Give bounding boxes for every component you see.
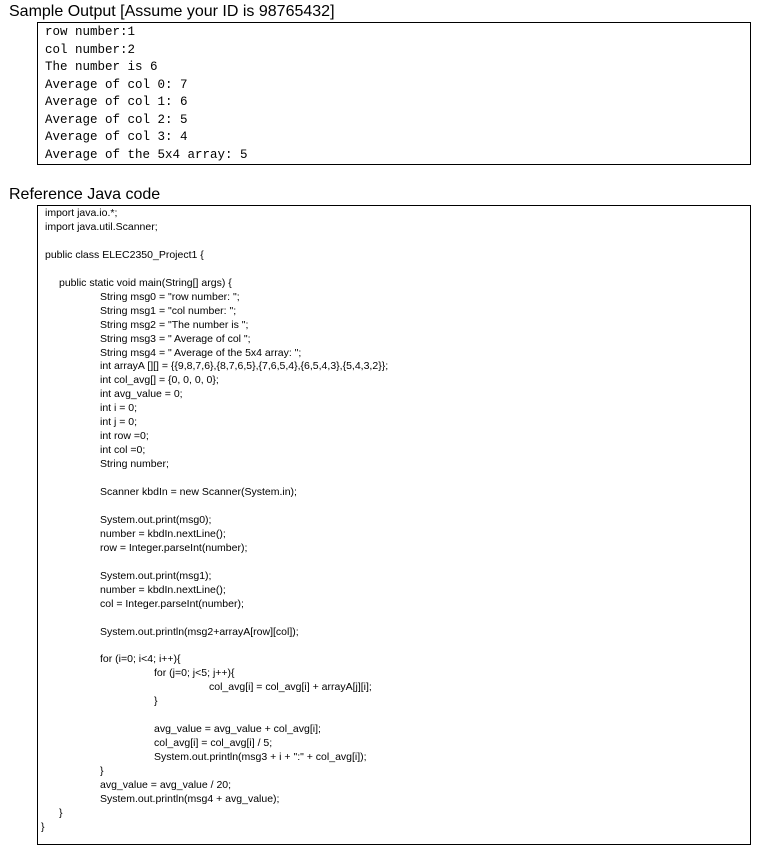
- code-line: }: [41, 820, 45, 833]
- code-line: }: [100, 765, 104, 777]
- code-line: System.out.println(msg2+arrayA[row][col]);: [100, 625, 299, 638]
- code-line: avg_value = avg_value + col_avg[i];: [154, 723, 321, 736]
- code-line: col_avg[i] = col_avg[i] + arrayA[j][i];: [209, 681, 372, 694]
- code-line: for (i=0; i<4; i++){: [100, 653, 181, 666]
- output-line: Average of col 1: 6: [45, 95, 188, 109]
- code-line: String msg4 = " Average of the 5x4 array: ";: [100, 346, 302, 359]
- output-line: Average of col 0: 7: [45, 77, 188, 92]
- code-line: int col =0;: [100, 444, 146, 457]
- code-line: number = kbdIn.nextLine();: [100, 583, 226, 596]
- code-line: String msg2 = "The number is ";: [100, 318, 249, 331]
- reference-code-box: [37, 205, 751, 845]
- code-line: row = Integer.parseInt(number);: [100, 541, 248, 554]
- code-line: public static void main(String[] args) {: [59, 276, 232, 289]
- code-line: int col_avg[] = {0, 0, 0, 0};: [100, 374, 219, 387]
- output-line: col number:2: [45, 42, 136, 57]
- code-line: int i = 0;: [100, 402, 138, 415]
- code-line: int row =0;: [100, 430, 149, 443]
- code-line: int j = 0;: [100, 416, 138, 429]
- code-line: import java.io.*;: [45, 207, 118, 219]
- code-line: System.out.println(msg3 + i + ":" + col_avg[i]);: [154, 751, 367, 764]
- code-line: int avg_value = 0;: [100, 388, 183, 401]
- code-line: public class ELEC2350_Project1 {: [45, 248, 204, 261]
- sample-output-heading: Sample Output [Assume your ID is 98765432]: [9, 3, 335, 20]
- reference-code-heading: Reference Java code: [9, 186, 161, 203]
- output-line: The number is 6: [45, 60, 158, 74]
- output-line: row number:1: [45, 25, 136, 39]
- output-line: Average of col 2: 5: [45, 112, 188, 127]
- code-line: String msg1 = "col number: ";: [100, 304, 237, 317]
- code-line: String msg0 = "row number: ";: [100, 290, 240, 303]
- code-line: col = Integer.parseInt(number);: [100, 597, 244, 610]
- code-line: import java.util.Scanner;: [45, 220, 158, 233]
- output-line: Average of col 3: 4: [45, 130, 188, 144]
- code-line: Scanner kbdIn = new Scanner(System.in);: [100, 486, 297, 498]
- output-line: Average of the 5x4 array: 5: [45, 147, 248, 162]
- code-line: for (j=0; j<5; j++){: [154, 667, 235, 680]
- code-line: String number;: [100, 458, 169, 471]
- code-line: System.out.println(msg4 + avg_value);: [100, 792, 280, 805]
- code-line: col_avg[i] = col_avg[i] / 5;: [154, 737, 273, 750]
- code-line: avg_value = avg_value / 20;: [100, 778, 232, 791]
- sample-output-box: [37, 22, 751, 165]
- code-line: String msg3 = " Average of col ";: [100, 332, 251, 345]
- code-line: }: [59, 806, 63, 819]
- code-line: System.out.print(msg0);: [100, 513, 212, 526]
- code-line: int arrayA [][] = {{9,8,7,6},{8,7,6,5},{7,6,5,4},{6,5,4,3},{5,4,3,2}};: [100, 360, 389, 373]
- code-line: System.out.print(msg1);: [100, 569, 212, 582]
- code-line: }: [154, 695, 158, 708]
- code-line: number = kbdIn.nextLine();: [100, 527, 226, 540]
